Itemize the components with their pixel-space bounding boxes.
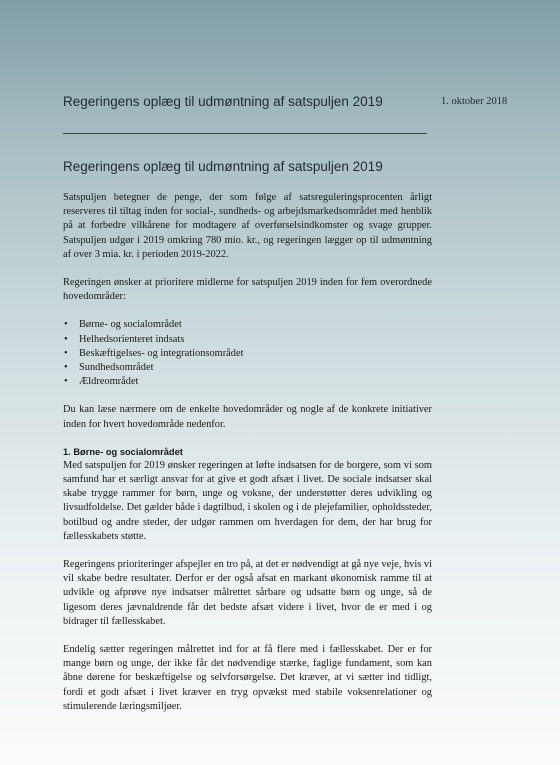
priorities-intro: Regeringen ønsker at prioritere midlerne for satspuljen 2019 inden for fem overordnede hovedområder: (63, 277, 432, 303)
horizontal-rule (63, 133, 427, 134)
list-item (63, 347, 432, 361)
section-paragraph: Med satspuljen for 2019 ønsker regeringen at løfte indsatsen for de borgere, som vi som samfund har et særligt ansvar for at give et godt afsæt i livet. De sociale indsatser skal skabe trygge rammer for børn, unge og voksne, der understøtter deres udvikling og livsudfoldelse. Det gælder både i dagtilbud, i skolen og i de plejefamilier, opholdssteder, botilbud og andre steder, der udgør rammen om hverdagen for dem, der har brug for fællesskabets støtte. (63, 459, 432, 542)
document-title: Regeringens oplæg til udmøntning af satspuljen 2019 (63, 159, 383, 174)
list-item (63, 333, 432, 347)
header-title: Regeringens oplæg til udmøntning af satspuljen 2019 (63, 94, 383, 109)
bullet-icon: • (64, 319, 68, 331)
bullet-icon: • (64, 362, 68, 374)
read-more-paragraph: Du kan læse nærmere om de enkelte hovedområder og nogle af de konkrete initiativer inden for hvert hovedområde nedenfor. (63, 404, 432, 430)
list-item-label: Børne- og socialområdet (79, 319, 182, 331)
list-item-label: Beskæftigelses- og integrationsområdet (79, 347, 244, 359)
list-item (63, 361, 432, 375)
intro-paragraph: Satspuljen betegner de penge, der som følge af satsreguleringsprocenten årligt reserveres til tiltag inden for social-, sundheds- og arbejdsmarkedsområdet med henblik på at forbedre vilkårene for modtagere af overførselsindkomster og svage grupper. Satspuljen udgør i 2019 omkring 780 mio. kr., og regeringen lægger op til udmøntning af over 3 mia. kr. i perioden 2019-2022. (63, 192, 432, 260)
section-heading: 1. Børne- og socialområdet (63, 446, 183, 457)
bullet-icon: • (64, 376, 68, 388)
list-item (63, 375, 432, 389)
header-date: 1. oktober 2018 (441, 96, 508, 107)
list-item-label: Helhedsorienteret indsats (79, 333, 185, 345)
document-body (63, 191, 432, 728)
focus-area-list (63, 318, 432, 389)
list-item (63, 318, 432, 332)
bullet-icon: • (64, 347, 68, 359)
section-paragraph: Endelig sætter regeringen målrettet ind for at få flere med i fællesskabet. Der er for mange børn og unge, der ikke får det nødvendige stærke, faglige fundament, som kan åbne dørene for beskæftigelse og selvforsørgelse. Det kræver, at vi sætter ind tidligt, fordi et godt afsæt i livet kræver en tryg opvækst med stabile voksenrelationer og stimulerende læringsmiljøer. (63, 644, 432, 712)
bullet-icon: • (64, 333, 68, 345)
list-item-label: Ældreområdet (79, 376, 139, 388)
section-paragraph: Regeringens prioriteringer afspejler en tro på, at det er nødvendigt at gå nye veje, hvis vi vil skabe bedre resultater. Derfor er der også afsat en markant økonomisk ramme til at udvikle og afprøve nye indsatser målrettet sårbare og udsatte børn og unge, så de ligesom deres jævnaldrende får det bedste afsæt videre i livet, hvor de er med i og bidrager til fællesskabet. (63, 559, 432, 627)
list-item-label: Sundhedsområdet (79, 362, 154, 374)
